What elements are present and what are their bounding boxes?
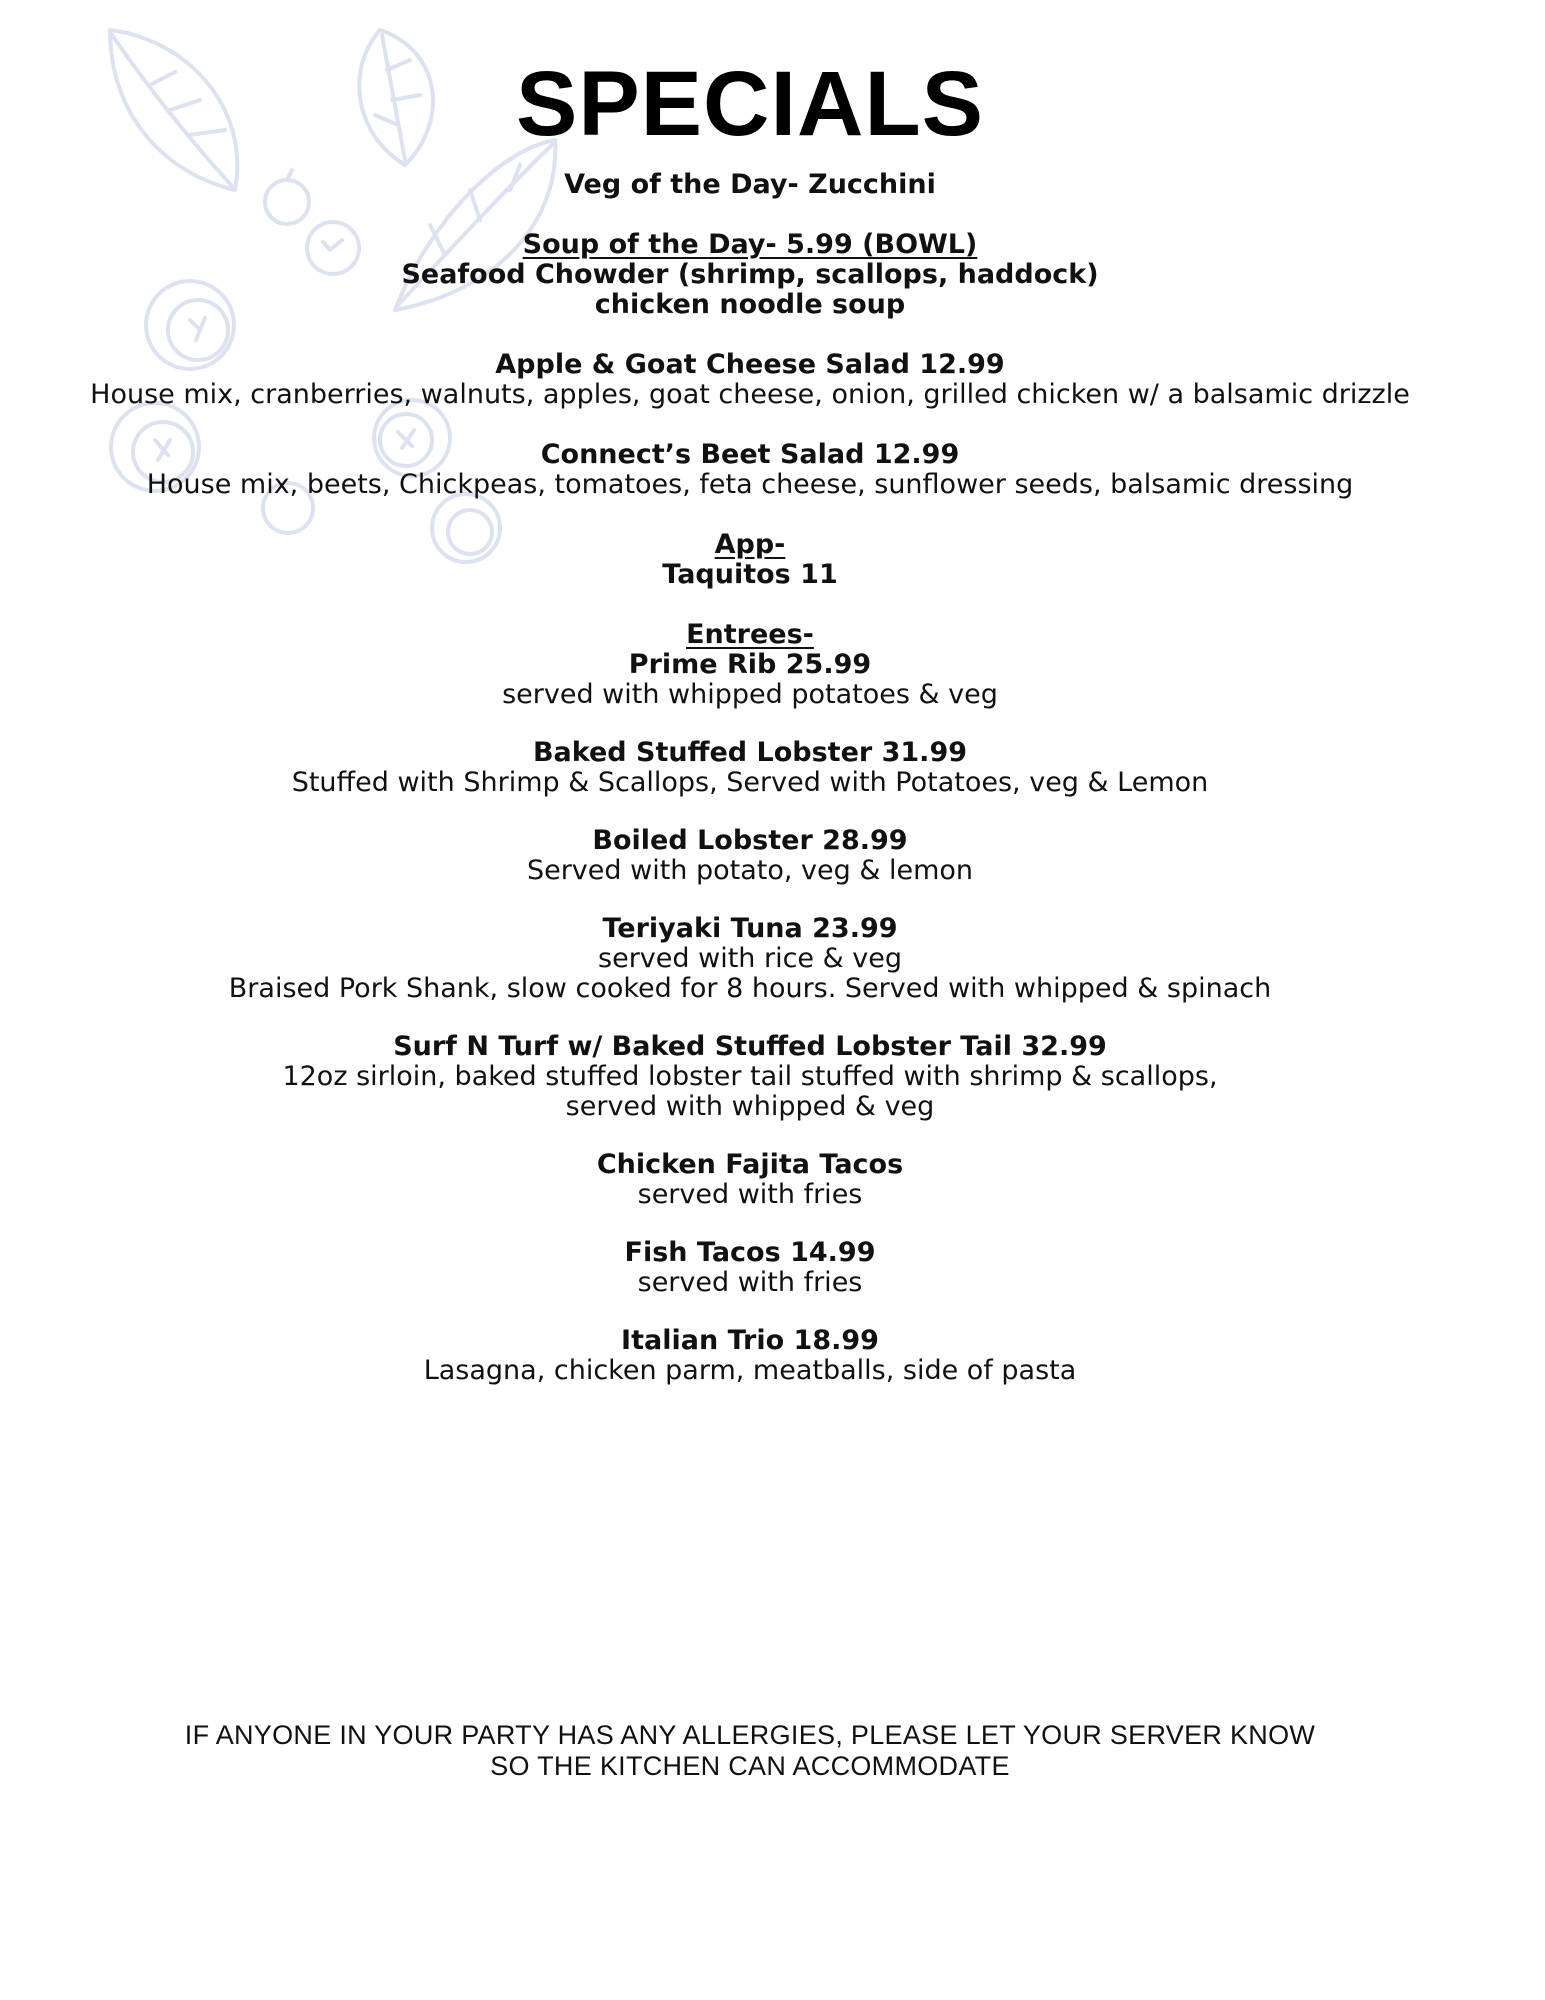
app-heading: App- — [714, 529, 786, 560]
entree-description: 12oz sirloin, baked stuffed lobster tail stuffed with shrimp & scallops, — [282, 1061, 1218, 1092]
salad-name: Apple & Goat Cheese Salad 12.99 — [495, 349, 1005, 380]
entree-name: Fish Tacos 14.99 — [624, 1237, 876, 1268]
allergy-notice — [0, 1720, 1500, 1782]
entree-description: Stuffed with Shrimp & Scallops, Served with Potatoes, veg & Lemon — [291, 767, 1209, 798]
salad-description: House mix, beets, Chickpeas, tomatoes, feta cheese, sunflower seeds, balsamic dressing — [146, 469, 1354, 500]
entree-description: served with rice & veg — [598, 943, 902, 974]
allergy-notice-line: IF ANYONE IN YOUR PARTY HAS ANY ALLERGIES, PLEASE LET YOUR SERVER KNOW — [184, 1720, 1316, 1750]
entree-name: Baked Stuffed Lobster 31.99 — [532, 737, 968, 768]
entree-name: Italian Trio 18.99 — [621, 1325, 879, 1356]
entree-description: served with fries — [637, 1179, 863, 1210]
entree-name: Prime Rib 25.99 — [628, 649, 872, 680]
allergy-notice-line: SO THE KITCHEN CAN ACCOMMODATE — [490, 1751, 1010, 1781]
salad-description: House mix, cranberries, walnuts, apples, goat cheese, onion, grilled chicken w/ a balsamic drizzle — [90, 379, 1410, 410]
entree-name: Chicken Fajita Tacos — [596, 1149, 904, 1180]
entree-description: Braised Pork Shank, slow cooked for 8 hours. Served with whipped & spinach — [228, 973, 1272, 1004]
soup-item: chicken noodle soup — [594, 289, 906, 320]
app-item: Taquitos 11 — [662, 559, 838, 590]
veg-of-the-day: Veg of the Day- Zucchini — [564, 169, 936, 200]
entree-description: Lasagna, chicken parm, meatballs, side of pasta — [423, 1355, 1077, 1386]
soup-item: Seafood Chowder (shrimp, scallops, haddock) — [401, 259, 1099, 290]
specials-menu — [0, 48, 1500, 1386]
page-title: SPECIALS — [515, 53, 985, 155]
entree-description: served with whipped & veg — [565, 1091, 935, 1122]
soup-heading: Soup of the Day- 5.99 (BOWL) — [522, 229, 978, 260]
entree-description: served with whipped potatoes & veg — [502, 679, 998, 710]
entree-name: Surf N Turf w/ Baked Stuffed Lobster Tail 32.99 — [393, 1031, 1107, 1062]
entree-name: Boiled Lobster 28.99 — [592, 825, 908, 856]
entree-description: Served with potato, veg & lemon — [526, 855, 974, 886]
salad-name: Connect’s Beet Salad 12.99 — [540, 439, 960, 470]
entree-name: Teriyaki Tuna 23.99 — [602, 913, 898, 944]
entree-description: served with fries — [637, 1267, 863, 1298]
entrees-heading: Entrees- — [686, 619, 814, 650]
